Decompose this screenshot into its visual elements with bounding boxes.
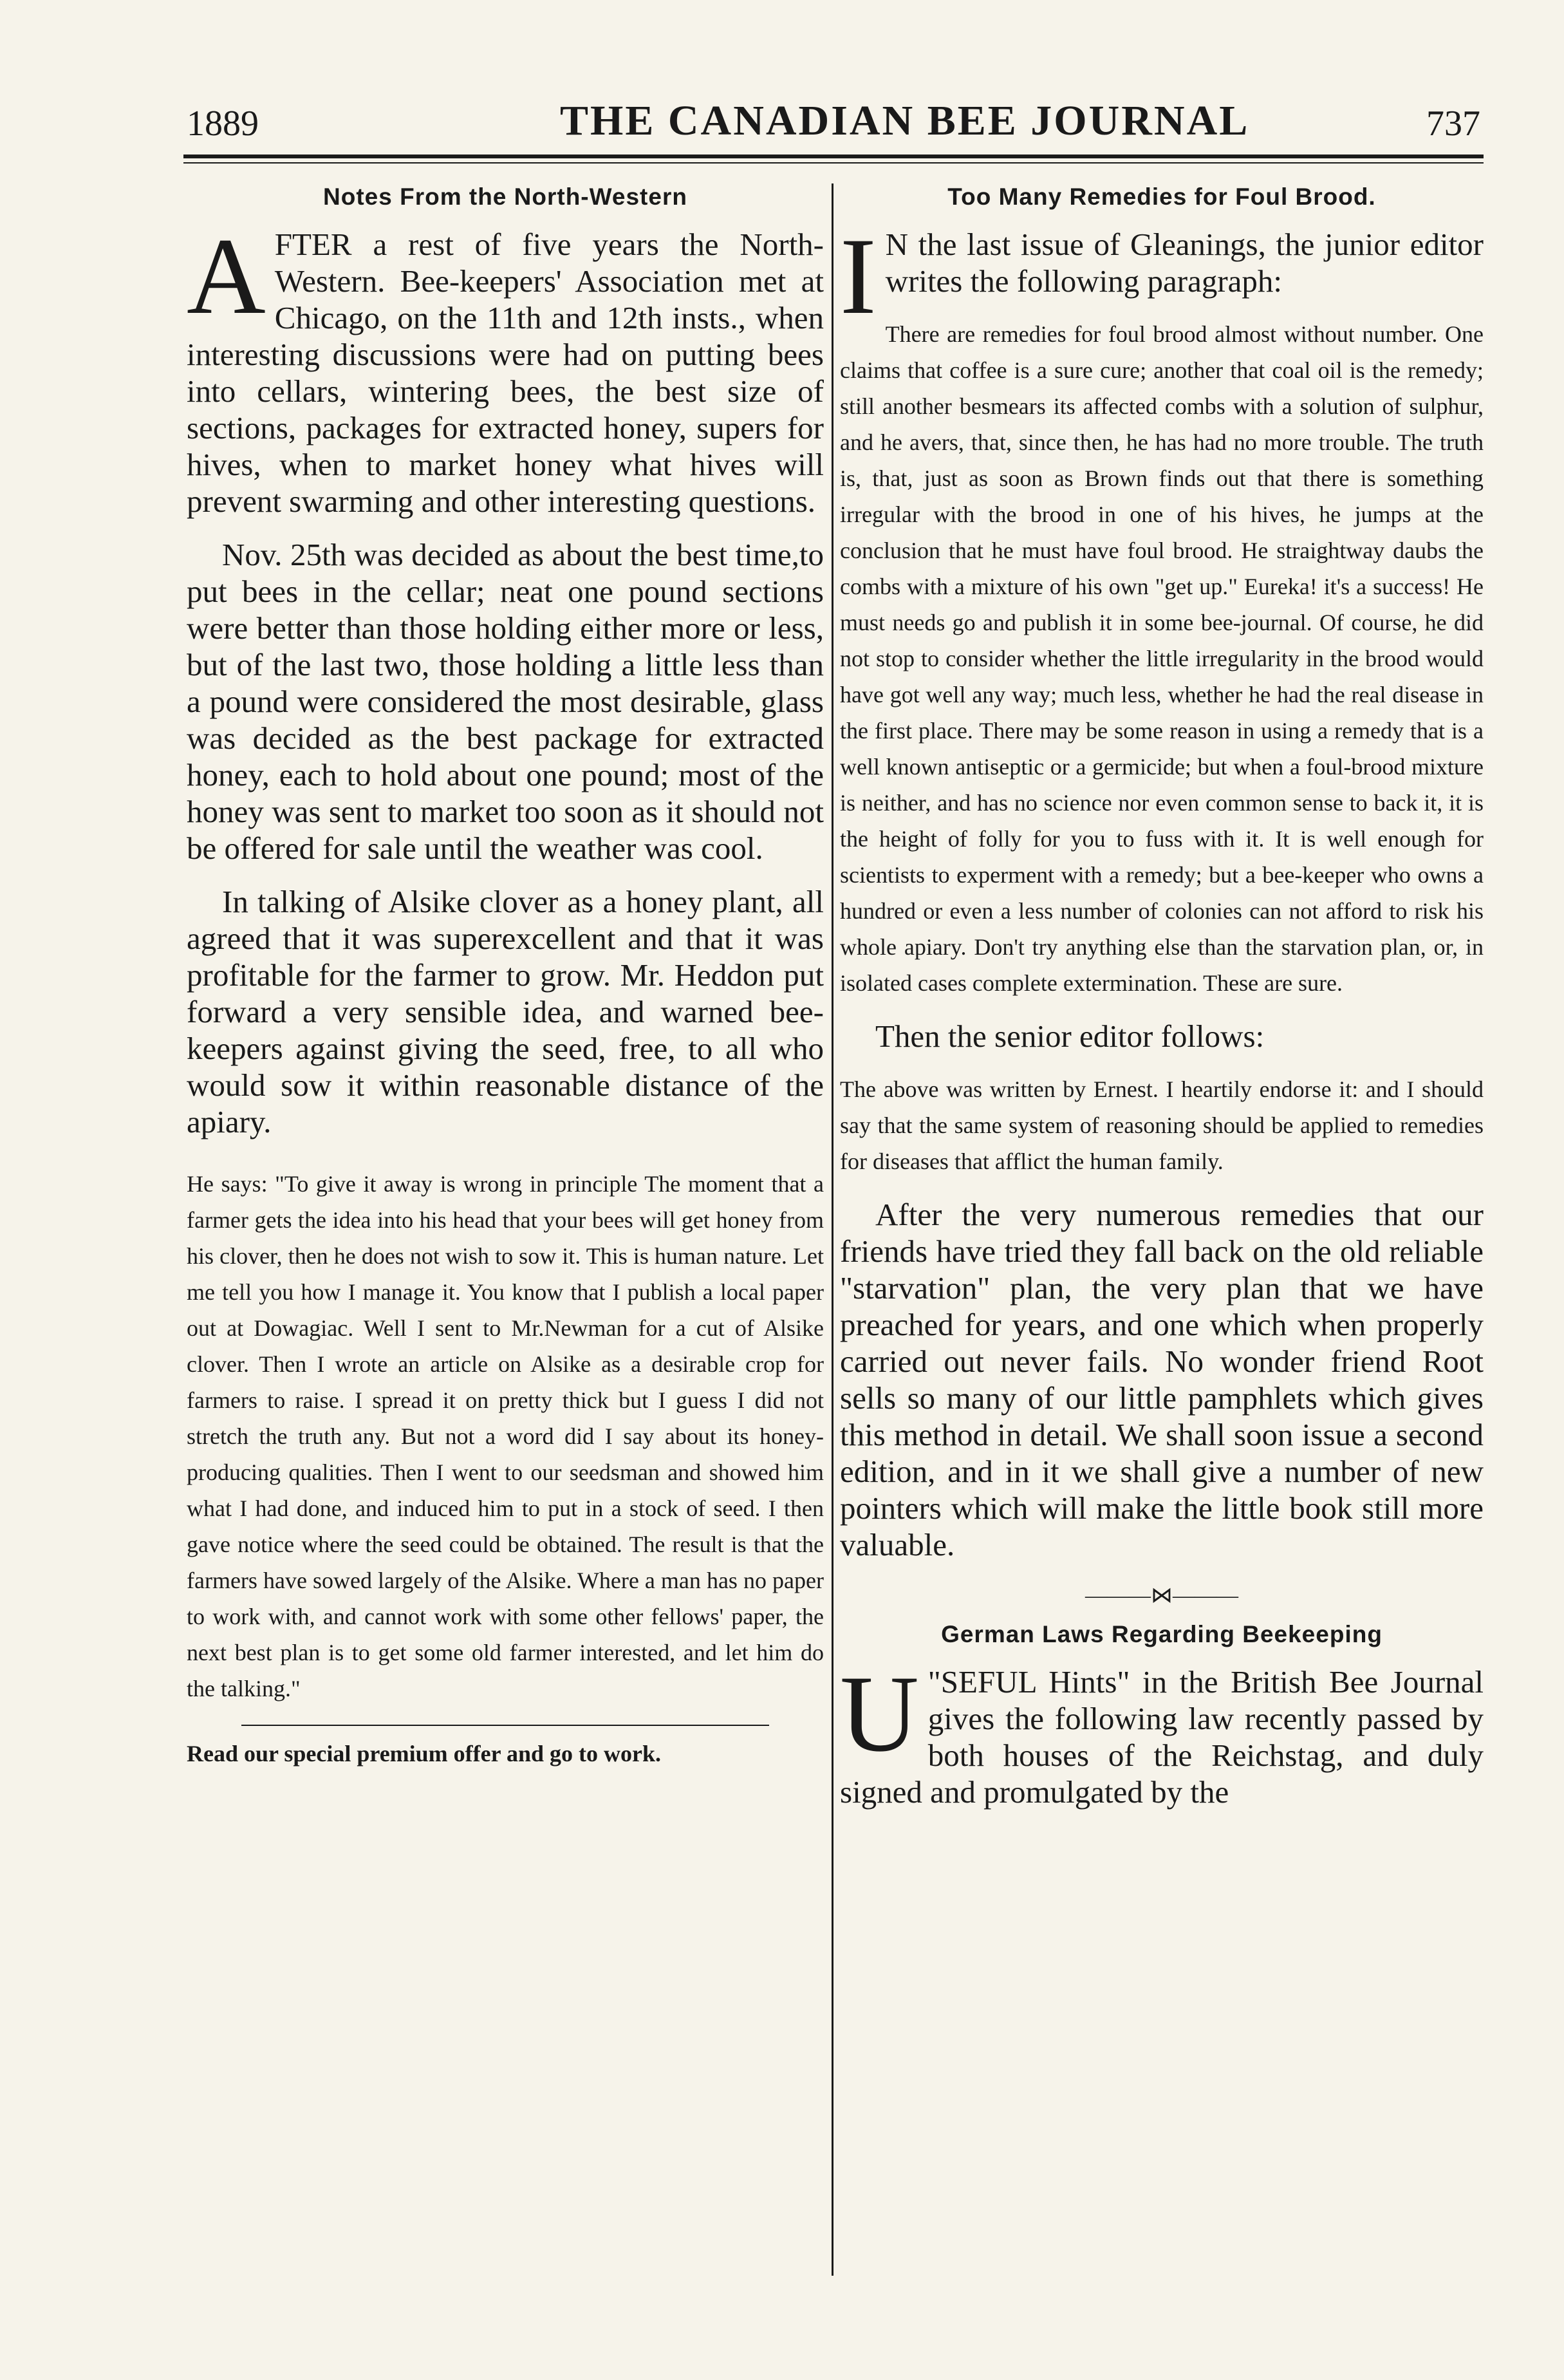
article-paragraph xyxy=(840,1653,1484,1810)
header-rule-thick xyxy=(183,155,1484,158)
article-paragraph: In talking of Alsike clover as a honey plant, all agreed that it was superexcellent and that it was profitable for the farmer to grow. Mr. Heddon put forward a very sensible idea, and warned bee-keepers against giving the seed, free, to all who would sow it within reasonable distance of the apiary. xyxy=(187,884,824,1139)
column-divider xyxy=(832,183,833,2276)
header-rule-thin xyxy=(183,162,1484,164)
section-title-foul-brood: Too Many Remedies for Foul Brood. xyxy=(947,183,1376,210)
section-title-german-laws: German Laws Regarding Beekeeping xyxy=(941,1621,1382,1647)
article-paragraph: Nov. 25th was decided as about the best time,to put bees in the cellar; neat one pound sections were better than those holding either more or less, but of the last two, those holding a little less than a pound were considered the most desirable, glass was decided as the best package for extracted honey, each to hold about one pound; most of the honey was sent to market too soon as it should not be offered for sale until the weather was cool. xyxy=(187,537,824,866)
drop-cap: U xyxy=(840,1653,919,1774)
section-title-north-western: Notes From the North-Western xyxy=(323,183,687,210)
article-paragraph xyxy=(840,216,1484,337)
paragraph-text: "SEFUL Hints" in the British Bee Journal gives the following law recently passed by both houses of the Reichstag, and duly signed and promulgated by the xyxy=(840,1664,1484,1810)
paragraph-text: FTER a rest of five years the North-Western. Bee-keepers' Association met at Chicago, on the 11th and 12th insts., when interesting discussions were had on putting bees into cellars, wintering bees, the best size of sections, packages for extracted honey, supers for hives, when to market honey what hives will prevent swarming and other interesting questions. xyxy=(187,227,824,519)
article-paragraph xyxy=(187,216,824,520)
journal-title: THE CANADIAN BEE JOURNAL xyxy=(560,97,1250,144)
section-rule xyxy=(241,1725,769,1726)
notice-text: Read our special premium offer and go to work. xyxy=(187,1741,661,1766)
header-year: 1889 xyxy=(187,104,259,144)
section-ornament: ———⋈——— xyxy=(1085,1584,1238,1607)
left-column xyxy=(187,177,824,2274)
drop-cap: I xyxy=(840,216,877,337)
page-header xyxy=(187,97,1480,155)
paragraph-text: N the last issue of Gleanings, the junior editor writes the following paragraph: xyxy=(885,227,1484,299)
premium-notice xyxy=(187,1739,824,1768)
gleanings-quote: There are remedies for foul brood almost without number. One claims that coffee is a sure cure; another that coal oil is the remedy; still another besmears its affected combs with a solution of sulphur, and he avers, that, since then, he has had no more trouble. The truth is, that, just as soon as Brown finds out that there is something irregular with the brood in one of his hives, he jumps at the conclusion that he must have foul brood. He straightway daubs the combs with a mixture of his own "get up." Eureka! it's a success! He must needs go and publish it in some bee-journal. Of course, he did not stop to consider whether the little irregularity in the brood would have got well any way; much less, whether he had the real disease in the first place. There may be some reason in using a remedy that is a well known antiseptic or a germicide; but when a foul-brood mixture is neither, and has no science nor even common sense to back it, it is the height of folly for you to fuss with it. It is well enough for scientists to experment with a remedy; but a bee-keeper who owns a hundred or even a less number of colonies can not afford to risk his whole apiary. Don't try anything else than the starvation plan, or, in isolated cases complete extermination. These are sure. xyxy=(840,321,1484,996)
page-number: 737 xyxy=(1426,104,1480,144)
senior-editor-quote: The above was written by Ernest. I heartily endorse it: and I should say that the same system of reasoning should be applied to remedies for diseases that afflict the human family. xyxy=(840,1076,1484,1174)
drop-cap: A xyxy=(187,216,266,337)
right-column xyxy=(840,177,1484,2274)
article-paragraph: Then the senior editor follows: xyxy=(875,1018,1265,1054)
heddon-quote: He says: "To give it away is wrong in principle The moment that a farmer gets the idea into his head that your bees will get honey from his clover, then he does not wish to sow it. This is human nature. Let me tell you how I manage it. You know that I publish a local paper out at Dowagiac. Well I sent to Mr.Newman for a cut of Alsike clover. Then I wrote an article on Alsike as a desirable crop for farmers to raise. I spread it on pretty thick but I guess I did not stretch the truth any. But not a word did I say about its honey-producing qualities. Then I went to our seedsman and showed him what I had done, and induced him to put in a stock of seed. I then gave notice where the seed could be obtained. The result is that the farmers have sowed largely of the Alsike. Where a man has no paper to work with, and cannot work with some other fellows' paper, the next best plan is to get some old farmer interested, and let him do the talking." xyxy=(187,1171,824,1701)
article-paragraph: After the very numerous remedies that our friends have tried they fall back on the old reliable "starvation" plan, the very plan that we have preached for years, and one which when properly carried out never fails. No wonder friend Root sells so many of our little pamphlets which gives this method in detail. We shall soon issue a second edition, and in it we shall give a number of new pointers which will make the little book still more valuable. xyxy=(840,1197,1484,1562)
